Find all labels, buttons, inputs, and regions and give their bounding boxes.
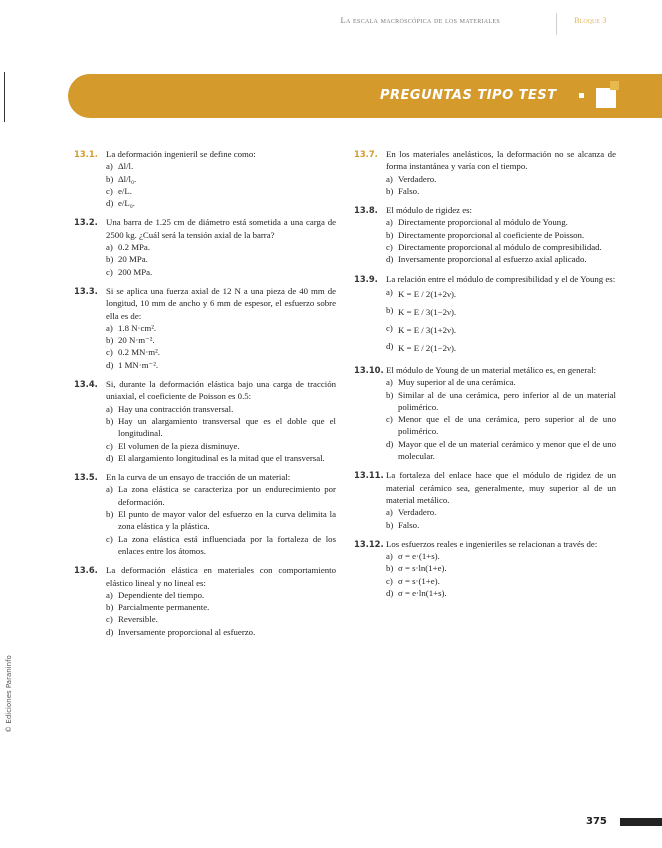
answer-option — [106, 452, 336, 464]
answer-option — [106, 508, 336, 533]
option-text: 20 MPa. — [118, 254, 148, 265]
option-letter: b) — [106, 173, 114, 184]
question-number: 13.2. — [74, 217, 98, 228]
question-item — [354, 469, 616, 530]
option-letter: d) — [386, 340, 394, 351]
answer-option — [106, 266, 336, 278]
option-text: Δl/l. — [118, 161, 134, 172]
option-letter: c) — [106, 533, 113, 544]
question-stem: La fortaleza del enlace hace que el módulo de rigidez de un material cerámico sea, generalmente, muy superior al de un material metálico. — [386, 470, 616, 505]
option-text: 0.2 MN·m². — [118, 347, 160, 358]
option-letter: a) — [106, 161, 113, 172]
option-letter: a) — [386, 173, 393, 184]
answer-option — [106, 160, 336, 172]
answer-option — [386, 253, 616, 265]
question-item — [74, 564, 336, 638]
header-divider — [556, 13, 557, 35]
option-letter: a) — [386, 217, 393, 228]
option-letter: b) — [386, 389, 394, 400]
question-item — [74, 216, 336, 277]
answer-option — [386, 321, 616, 339]
answer-option — [106, 601, 336, 613]
answer-option — [386, 506, 616, 518]
option-text: 1 MN·m⁻². — [118, 359, 159, 370]
question-number: 13.6. — [74, 565, 98, 576]
option-letter: d) — [106, 452, 114, 463]
option-text: 200 MPa. — [118, 266, 153, 277]
section-banner — [68, 74, 662, 118]
question-number: 13.7. — [354, 149, 378, 159]
option-text: K = E / 2(1−2ν). — [398, 342, 457, 353]
option-letter: c) — [106, 185, 113, 196]
question-number: 13.12. — [354, 538, 384, 549]
option-letter: b) — [106, 254, 114, 265]
answer-option — [106, 253, 336, 265]
question-stem: El módulo de Young de un material metálico es, en general: — [386, 364, 597, 375]
option-letter: c) — [106, 614, 113, 625]
answer-option — [106, 334, 336, 346]
answer-option — [386, 241, 616, 253]
option-letter: d) — [106, 626, 114, 637]
option-text: σ = e·(1+s). — [398, 551, 440, 562]
answer-option — [386, 303, 616, 321]
option-text: Directamente proporcional al coeficiente de Poisson. — [398, 229, 585, 240]
option-letter: c) — [106, 347, 113, 358]
question-stem: La relación entre el módulo de compresibilidad y el de Young es: — [386, 273, 616, 284]
option-text: Reversible. — [118, 614, 158, 625]
question-number: 13.8. — [354, 205, 378, 216]
option-text: 20 N·m⁻². — [118, 335, 155, 346]
answer-option — [386, 185, 616, 197]
question-stem: La deformación elástica en materiales con comportamiento elástico lineal y no lineal es: — [106, 565, 336, 588]
question-number: 13.9. — [354, 273, 378, 284]
option-letter: a) — [106, 242, 113, 253]
option-letter: b) — [106, 602, 114, 613]
answer-option — [386, 216, 616, 228]
option-text: El volumen de la pieza disminuye. — [118, 440, 240, 451]
option-letter: d) — [386, 588, 394, 599]
option-text: K = E / 3(1−2ν). — [398, 306, 457, 317]
option-letter: b) — [386, 185, 394, 196]
header-block-label: Bloque 3 — [574, 15, 607, 25]
option-text: La zona elástica está influenciada por la fortaleza de los enlaces entre los átomos. — [118, 533, 336, 556]
question-number: 13.1. — [74, 149, 98, 159]
question-item — [354, 538, 616, 599]
option-letter: c) — [386, 414, 393, 425]
header-title: La escala macroscópica de los materiales — [340, 15, 500, 25]
answer-option — [106, 589, 336, 601]
option-letter: a) — [386, 377, 393, 388]
question-stem: El módulo de rigidez es: — [386, 205, 472, 216]
option-text: σ = e·ln(1+s). — [398, 588, 447, 599]
answer-option — [386, 389, 616, 414]
option-letter: a) — [386, 507, 393, 518]
option-letter: b) — [386, 229, 394, 240]
question-item — [74, 471, 336, 557]
questions-left-column — [74, 148, 336, 645]
option-text: Parcialmente permanente. — [118, 602, 210, 613]
option-text: Falso. — [398, 519, 420, 530]
option-text: El alargamiento longitudinal es la mitad que el transversal. — [118, 452, 325, 463]
option-letter: b) — [386, 563, 394, 574]
option-text: 1.8 N·cm². — [118, 322, 157, 333]
answer-option — [106, 241, 336, 253]
option-letter: a) — [106, 589, 113, 600]
answer-option — [386, 339, 616, 357]
option-letter: d) — [106, 198, 114, 209]
answer-option — [106, 359, 336, 371]
answer-option — [386, 285, 616, 303]
option-letter: c) — [386, 322, 393, 333]
option-letter: c) — [386, 575, 393, 586]
option-text: Hay una contracción transversal. — [118, 403, 234, 414]
option-text: Mayor que el de un material cerámico y menor que el de uno molecular. — [398, 438, 616, 462]
option-letter: c) — [106, 440, 113, 451]
option-letter: d) — [386, 438, 394, 449]
question-item — [354, 273, 616, 357]
question-number: 13.5. — [74, 472, 98, 483]
questions-right-column — [354, 148, 616, 606]
question-item — [74, 285, 336, 371]
answer-option — [106, 533, 336, 558]
question-number: 13.3. — [74, 285, 98, 296]
question-number: 13.4. — [74, 379, 98, 390]
question-stem: Una barra de 1.25 cm de diámetro está sometida a una carga de 2500 kg. ¿Cuál será la tensión axial de la barra? — [106, 217, 336, 240]
option-letter: c) — [386, 242, 393, 253]
question-item — [74, 378, 336, 464]
option-text: Directamente proporcional al módulo de compresibilidad. — [398, 242, 602, 253]
option-text: La zona elástica se caracteriza por un endurecimiento por deformación. — [118, 484, 336, 507]
question-item — [354, 204, 616, 265]
option-text: Dependiente del tiempo. — [118, 589, 205, 600]
answer-option — [106, 322, 336, 334]
question-item — [74, 148, 336, 209]
answer-option — [386, 173, 616, 185]
option-letter: b) — [106, 335, 114, 346]
answer-option — [106, 483, 336, 508]
answer-option — [386, 550, 616, 562]
question-stem: Los esfuerzos reales e ingenieriles se relacionan a través de: — [386, 538, 598, 549]
option-text: Hay un alargamiento transversal que es el doble que el longitudinal. — [118, 415, 336, 439]
page-number: 375 — [586, 816, 607, 827]
margin-mark — [4, 72, 5, 122]
answer-option — [106, 440, 336, 452]
option-letter: d) — [106, 359, 114, 370]
answer-option — [386, 587, 616, 599]
option-text: 0.2 MPa. — [118, 242, 151, 253]
publisher-credit: © Ediciones Paraninfo — [4, 655, 13, 733]
banner-title: PREGUNTAS TIPO TEST — [380, 88, 557, 103]
option-text: e/L. — [118, 185, 132, 196]
option-text: Inversamente proporcional al esfuerzo axial aplicado. — [398, 254, 587, 265]
option-text: Directamente proporcional al módulo de Young. — [398, 217, 568, 228]
answer-option — [386, 575, 616, 587]
answer-option — [106, 415, 336, 440]
option-letter: b) — [386, 304, 394, 315]
option-text: Verdadero. — [398, 173, 437, 184]
option-text: σ = s·ln(1+e). — [398, 563, 447, 574]
option-letter: b) — [106, 415, 114, 426]
option-letter: b) — [106, 509, 114, 520]
option-letter: a) — [106, 403, 113, 414]
option-letter: a) — [106, 484, 113, 495]
option-text: K = E / 3(1+2ν). — [398, 324, 457, 335]
option-letter: c) — [106, 266, 113, 277]
question-number: 13.10. — [354, 364, 384, 375]
answer-option — [386, 438, 616, 463]
answer-option — [106, 185, 336, 197]
answer-option — [386, 413, 616, 438]
question-stem: En la curva de un ensayo de tracción de un material: — [106, 472, 291, 483]
option-text: El punto de mayor valor del esfuerzo en la curva delimita la zona elástica y la plástica. — [118, 509, 336, 532]
option-letter: a) — [386, 551, 393, 562]
answer-option — [386, 376, 616, 388]
answer-option — [106, 173, 336, 185]
option-text: Menor que el de una cerámica, pero superior al de uno polimérico. — [398, 414, 616, 437]
option-text: Muy superior al de una cerámica. — [398, 377, 516, 388]
option-letter: a) — [386, 286, 393, 297]
answer-option — [106, 346, 336, 358]
option-text: Falso. — [398, 185, 420, 196]
option-text: Δl/l₀. — [118, 173, 137, 184]
answer-option — [386, 519, 616, 531]
answer-option — [386, 229, 616, 241]
option-letter: d) — [386, 254, 394, 265]
option-text: Similar al de una cerámica, pero inferior al de un material polimérico. — [398, 389, 616, 412]
question-stem: La deformación ingenieril se define como: — [106, 149, 256, 159]
answer-option — [106, 626, 336, 638]
option-text: Inversamente proporcional al esfuerzo. — [118, 626, 256, 637]
answer-option — [106, 403, 336, 415]
answer-option — [106, 197, 336, 209]
option-letter: a) — [106, 322, 113, 333]
question-stem: En los materiales anelásticos, la deformación no se alcanza de forma instantánea y varía con el tiempo. — [386, 149, 616, 172]
page-number-bar — [620, 818, 662, 826]
answer-option — [106, 613, 336, 625]
question-item — [354, 364, 616, 462]
question-stem: Si, durante la deformación elástica bajo una carga de tracción uniaxial, el coeficiente de Poisson es 0.5: — [106, 379, 336, 402]
option-text: σ = s·(1+e). — [398, 575, 440, 586]
option-text: K = E / 2(1+2ν). — [398, 288, 457, 299]
answer-option — [386, 562, 616, 574]
option-text: Verdadero. — [398, 507, 437, 518]
question-number: 13.11. — [354, 470, 384, 481]
question-item — [354, 148, 616, 197]
question-stem: Si se aplica una fuerza axial de 12 N a una pieza de 40 mm de longitud, 10 mm de ancho y 6 mm de espesor, el esfuerzo sobre ella es de: — [106, 285, 336, 321]
option-text: e/L₀. — [118, 198, 135, 209]
option-letter: b) — [386, 519, 394, 530]
